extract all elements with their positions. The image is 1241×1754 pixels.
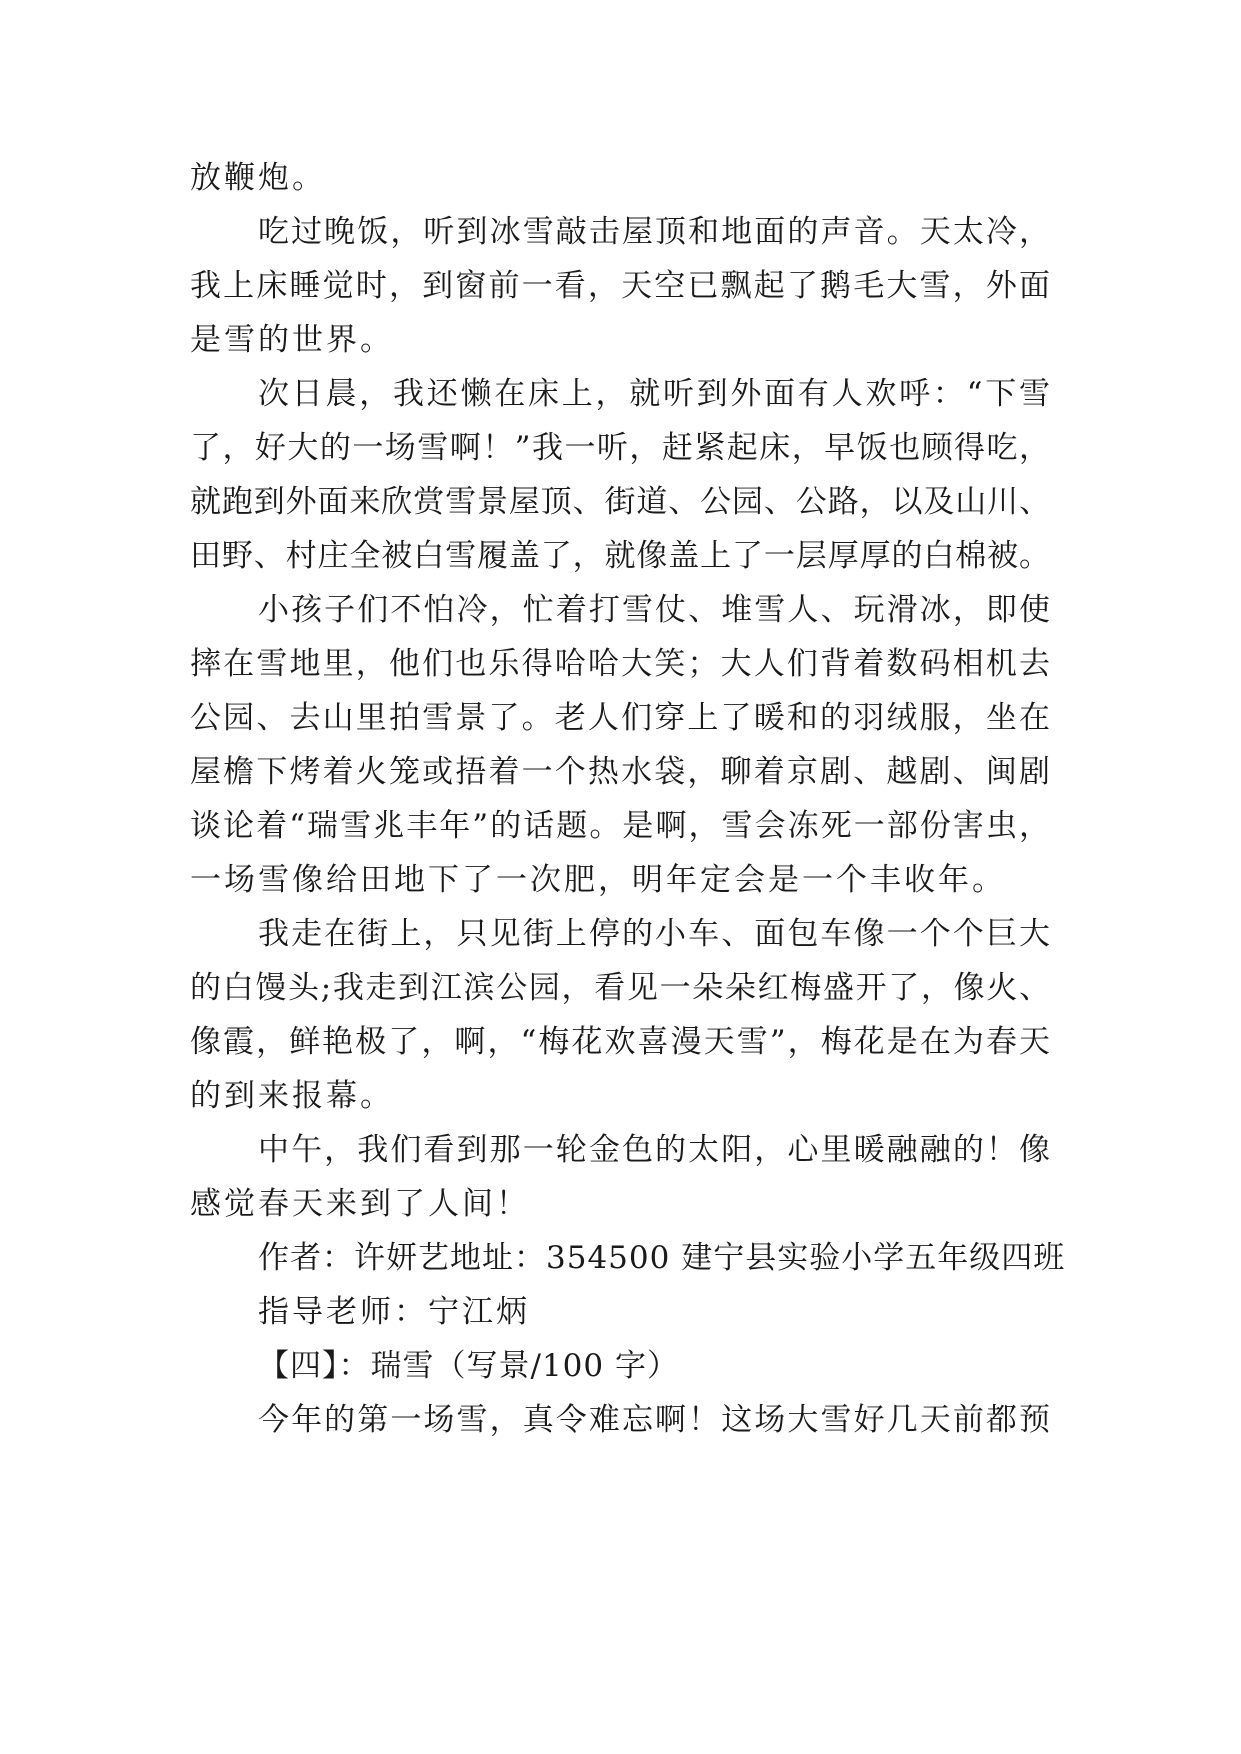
text-line: 我上床睡觉时，到窗前一看，天空已飘起了鹅毛大雪，外面 — [190, 268, 1050, 304]
text-line: 了，好大的一场雪啊！”我一听，赶紧起床，早饭也顾得吃， — [190, 430, 1050, 466]
text-line: 的白馒头;我走到江滨公园，看见一朵朵红梅盛开了，像火、 — [190, 970, 1050, 1006]
author-line: 作者：许妍艺地址：354500 建宁县实验小学五年级四班 — [258, 1240, 1066, 1276]
text-line: 一场雪像给田地下了一次肥，明年定会是一个丰收年。 — [190, 862, 1006, 898]
text-line: 屋檐下烤着火笼或捂着一个热水袋，聊着京剧、越剧、闽剧 — [190, 754, 1050, 790]
paragraph-start-line: 次日晨，我还懒在床上，就听到外面有人欢呼：“下雪 — [258, 376, 1050, 412]
text-line: 谈论着“瑞雪兆丰年”的话题。是啊，雪会冻死一部份害虫， — [190, 808, 1050, 844]
text-line: 是雪的世界。 — [190, 322, 394, 358]
paragraph-start-line: 我走在街上，只见街上停的小车、面包车像一个个巨大 — [258, 916, 1050, 952]
paragraph-start-line: 吃过晚饭，听到冰雪敲击屋顶和地面的声音。天太冷， — [258, 214, 1050, 250]
text-line: 摔在雪地里，他们也乐得哈哈大笑；大人们背着数码相机去 — [190, 646, 1050, 682]
text-line: 田野、村庄全被白雪履盖了，就像盖上了一层厚厚的白棉被。 — [190, 538, 1050, 574]
text-line: 公园、去山里拍雪景了。老人们穿上了暖和的羽绒服，坐在 — [190, 700, 1050, 736]
section-heading: 【四】：瑞雪（写景/100 字） — [258, 1348, 679, 1384]
paragraph-start-line: 今年的第一场雪，真令难忘啊！这场大雪好几天前都预 — [258, 1402, 1050, 1438]
text-line: 就跑到外面来欣赏雪景屋顶、街道、公园、公路，以及山川、 — [190, 484, 1050, 520]
text-line: 放鞭炮。 — [190, 160, 326, 196]
text-line: 感觉春天来到了人间！ — [190, 1186, 530, 1222]
paragraph-start-line: 中午，我们看到那一轮金色的太阳，心里暖融融的！像 — [258, 1132, 1050, 1168]
text-line: 的到来报幕。 — [190, 1078, 394, 1114]
text-line: 像霞，鲜艳极了，啊，“梅花欢喜漫天雪”，梅花是在为春天 — [190, 1024, 1050, 1060]
paragraph-start-line: 小孩子们不怕冷，忙着打雪仗、堆雪人、玩滑冰，即使 — [258, 592, 1050, 628]
teacher-line: 指导老师：宁江炳 — [258, 1294, 530, 1330]
